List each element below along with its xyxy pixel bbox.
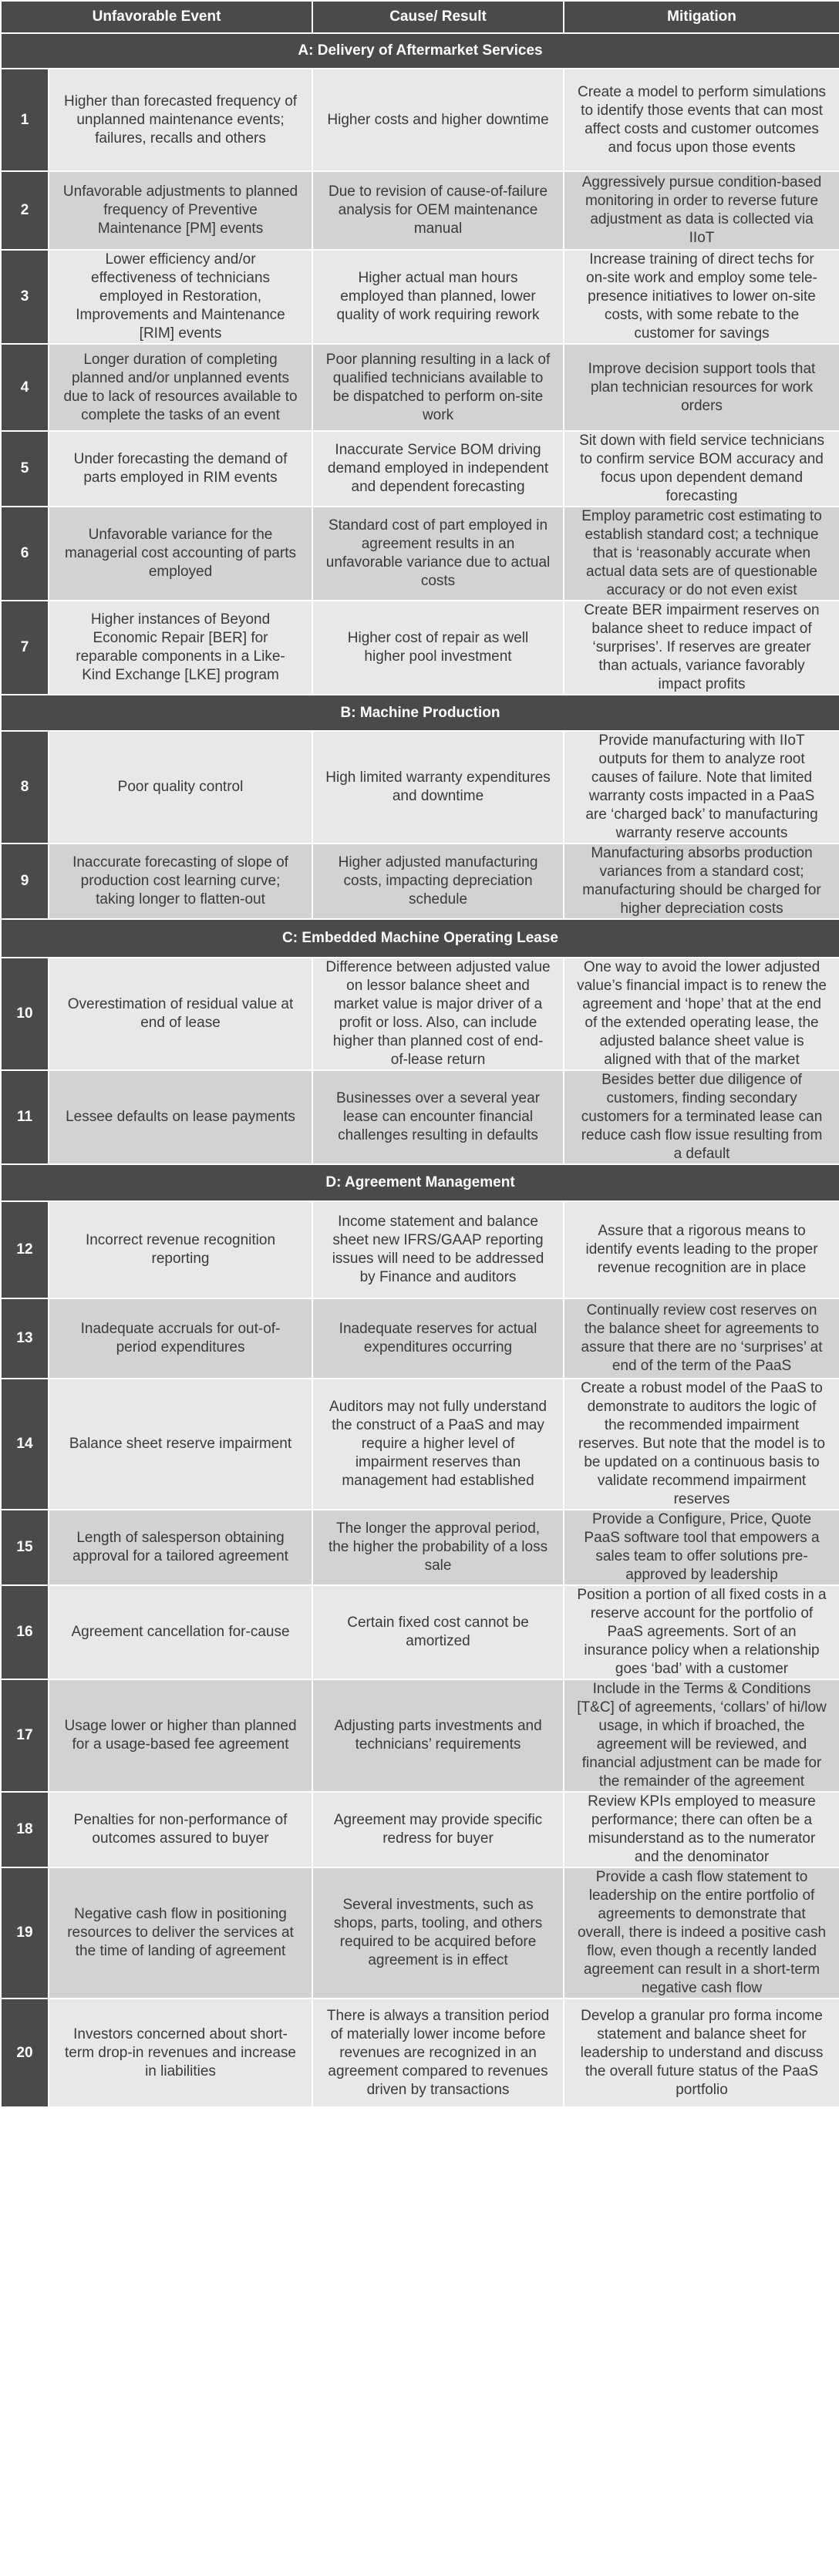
mitigation-cell: Provide a cash flow statement to leadership on the entire portfolio of agreements to demonstrate that overall, there is indeed a positive cash flow, even though a recently landed agreement can result in a short-term negative cash flow [564,1867,839,1999]
cause-result-cell: Auditors may not fully understand the construct of a PaaS and may require a higher level of impairment reserves than management had established [312,1379,564,1510]
row-number: 14 [1,1379,49,1510]
cause-result-cell: Agreement may provide specific redress for buyer [312,1792,564,1867]
cause-result-cell: Higher adjusted manufacturing costs, impacting depreciation schedule [312,844,564,919]
section-title: D: Agreement Management [1,1164,839,1201]
unfavorable-event-cell: Investors concerned about short-term drop-in revenues and increase in liabilities [49,1999,312,2107]
cause-result-cell: Income statement and balance sheet new IFRS/GAAP reporting issues will need to be addressed by Finance and auditors [312,1201,564,1298]
cause-result-cell: Inaccurate Service BOM driving demand employed in independent and dependent forecasting [312,431,564,507]
unfavorable-event-cell: Unfavorable variance for the managerial cost accounting of parts employed [49,507,312,601]
mitigation-cell: Create a model to perform simulations to identify those events that can most affect costs and customer outcomes and focus upon those events [564,69,839,171]
unfavorable-event-cell: Inaccurate forecasting of slope of production cost learning curve; taking longer to flatten-out [49,844,312,919]
mitigation-cell: Create BER impairment reserves on balance sheet to reduce impact of ‘surprises’. If reserves are greater than actuals, variance favorably impact profits [564,601,839,695]
section-row [1,919,839,958]
unfavorable-event-cell: Under forecasting the demand of parts employed in RIM events [49,431,312,507]
header-mitigation: Mitigation [564,1,839,33]
table-row [1,507,839,601]
table-row [1,1510,839,1585]
header-unfavorable-event: Unfavorable Event [1,1,312,33]
mitigation-cell: Develop a granular pro forma income statement and balance sheet for leadership to understand and discuss the overall future status of the PaaS portfolio [564,1999,839,2107]
row-number: 11 [1,1070,49,1164]
mitigation-cell: Sit down with field service technicians to confirm service BOM accuracy and focus upon dependent demand forecasting [564,431,839,507]
table-row [1,1585,839,1679]
row-number: 6 [1,507,49,601]
mitigation-cell: Manufacturing absorbs production variances from a standard cost; manufacturing should be charged for higher depreciation costs [564,844,839,919]
section-row [1,1164,839,1201]
table-row [1,1379,839,1510]
cause-result-cell: Due to revision of cause-of-failure analysis for OEM maintenance manual [312,171,564,250]
unfavorable-event-cell: Penalties for non-performance of outcomes assured to buyer [49,1792,312,1867]
row-number: 12 [1,1201,49,1298]
row-number: 2 [1,171,49,250]
cause-result-cell: The longer the approval period, the higher the probability of a loss sale [312,1510,564,1585]
cause-result-cell: Higher actual man hours employed than planned, lower quality of work requiring rework [312,250,564,344]
cause-result-cell: Standard cost of part employed in agreement results in an unfavorable variance due to actual costs [312,507,564,601]
mitigation-cell: One way to avoid the lower adjusted value’s financial impact is to renew the agreement and ‘hope’ that at the end of the extended operating lease, the adjusted balance sheet value is aligned with that of the market [564,958,839,1070]
row-number: 3 [1,250,49,344]
section-title: A: Delivery of Aftermarket Services [1,33,839,69]
unfavorable-event-cell: Negative cash flow in positioning resources to deliver the services at the time of landing of agreement [49,1867,312,1999]
table-row [1,1999,839,2107]
table-row [1,731,839,844]
row-number: 15 [1,1510,49,1585]
header-row [1,1,839,33]
unfavorable-event-cell: Lower efficiency and/or effectiveness of technicians employed in Restoration, Improvements and Maintenance [RIM] events [49,250,312,344]
cause-result-cell: Inadequate reserves for actual expenditures occurring [312,1298,564,1379]
unfavorable-event-cell: Overestimation of residual value at end of lease [49,958,312,1070]
section-row [1,33,839,69]
unfavorable-event-cell: Length of salesperson obtaining approval for a tailored agreement [49,1510,312,1585]
unfavorable-event-cell: Inadequate accruals for out-of-period expenditures [49,1298,312,1379]
mitigation-cell: Increase training of direct techs for on-site work and employ some tele-presence initiatives to lower on-site costs, with some rebate to the customer for savings [564,250,839,344]
mitigation-cell: Assure that a rigorous means to identify events leading to the proper revenue recognition are in place [564,1201,839,1298]
mitigation-cell: Include in the Terms & Conditions [T&C] of agreements, ‘collars’ of hi/low usage, in which if broached, the agreement will be reviewed, and financial adjustment can be made for the remainder of the agreement [564,1679,839,1792]
table-row [1,601,839,695]
unfavorable-event-cell: Higher instances of Beyond Economic Repair [BER] for reparable components in a Like-Kind Exchange [LKE] program [49,601,312,695]
unfavorable-event-cell: Agreement cancellation for-cause [49,1585,312,1679]
unfavorable-event-cell: Lessee defaults on lease payments [49,1070,312,1164]
mitigation-cell: Improve decision support tools that plan technician resources for work orders [564,344,839,431]
mitigation-cell: Besides better due diligence of customers, finding secondary customers for a terminated lease can reduce cash flow issue resulting from a default [564,1070,839,1164]
table-row [1,844,839,919]
table-row [1,1298,839,1379]
cause-result-cell: High limited warranty expenditures and downtime [312,731,564,844]
section-row [1,695,839,731]
unfavorable-event-cell: Usage lower or higher than planned for a usage-based fee agreement [49,1679,312,1792]
row-number: 7 [1,601,49,695]
table-row [1,431,839,507]
table-row [1,1201,839,1298]
cause-result-cell: Adjusting parts investments and technicians’ requirements [312,1679,564,1792]
row-number: 5 [1,431,49,507]
row-number: 4 [1,344,49,431]
row-number: 18 [1,1792,49,1867]
cause-result-cell: Difference between adjusted value on lessor balance sheet and market value is major driver of a profit or loss. Also, can include higher than planned cost of end-of-lease return [312,958,564,1070]
section-title: B: Machine Production [1,695,839,731]
table-row [1,1867,839,1999]
unfavorable-event-cell: Poor quality control [49,731,312,844]
mitigation-cell: Employ parametric cost estimating to establish standard cost; a technique that is ‘reasonably accurate when actual data sets are of questionable accuracy or do not even exist [564,507,839,601]
table-row [1,958,839,1070]
row-number: 16 [1,1585,49,1679]
cause-result-cell: There is always a transition period of materially lower income before revenues are recognized in an agreement compared to revenues driven by transactions [312,1999,564,2107]
cause-result-cell: Certain fixed cost cannot be amortized [312,1585,564,1679]
mitigation-cell: Provide a Configure, Price, Quote PaaS software tool that empowers a sales team to offer solutions pre-approved by leadership [564,1510,839,1585]
row-number: 9 [1,844,49,919]
cause-result-cell: Several investments, such as shops, parts, tooling, and others required to be acquired before agreement is in effect [312,1867,564,1999]
unfavorable-event-cell: Unfavorable adjustments to planned frequency of Preventive Maintenance [PM] events [49,171,312,250]
cause-result-cell: Higher costs and higher downtime [312,69,564,171]
mitigation-cell: Continually review cost reserves on the balance sheet for agreements to assure that there are no ‘surprises’ at end of the term of the PaaS [564,1298,839,1379]
row-number: 1 [1,69,49,171]
mitigation-cell: Review KPIs employed to measure performance; there can often be a misunderstand as to the numerator and the denominator [564,1792,839,1867]
row-number: 19 [1,1867,49,1999]
section-title: C: Embedded Machine Operating Lease [1,919,839,958]
table-row [1,1679,839,1792]
table-row [1,250,839,344]
row-number: 20 [1,1999,49,2107]
table-row [1,69,839,171]
cause-result-cell: Poor planning resulting in a lack of qualified technicians available to be dispatched to perform on-site work [312,344,564,431]
unfavorable-event-cell: Longer duration of completing planned and/or unplanned events due to lack of resources available to complete the tasks of an event [49,344,312,431]
unfavorable-event-cell: Higher than forecasted frequency of unplanned maintenance events; failures, recalls and others [49,69,312,171]
row-number: 13 [1,1298,49,1379]
row-number: 17 [1,1679,49,1792]
mitigation-cell: Position a portion of all fixed costs in a reserve account for the portfolio of PaaS agreements. Sort of an insurance policy when a relationship goes ‘bad’ with a customer [564,1585,839,1679]
table-row [1,344,839,431]
table-row [1,1070,839,1164]
mitigation-cell: Aggressively pursue condition-based monitoring in order to reverse future adjustment as data is collected via IIoT [564,171,839,250]
cause-result-cell: Businesses over a several year lease can encounter financial challenges resulting in defaults [312,1070,564,1164]
header-cause-result: Cause/ Result [312,1,564,33]
row-number: 10 [1,958,49,1070]
unfavorable-event-cell: Incorrect revenue recognition reporting [49,1201,312,1298]
unfavorable-event-cell: Balance sheet reserve impairment [49,1379,312,1510]
row-number: 8 [1,731,49,844]
cause-result-cell: Higher cost of repair as well higher pool investment [312,601,564,695]
mitigation-cell: Create a robust model of the PaaS to demonstrate to auditors the logic of the recommended impairment reserves. But note that the model is to be updated on a continuous basis to validate recommend impairment reserves [564,1379,839,1510]
table-row [1,1792,839,1867]
table-row [1,171,839,250]
mitigation-cell: Provide manufacturing with IIoT outputs for them to analyze root causes of failure. Note that limited warranty costs impacted in a PaaS are ‘charged back’ to manufacturing warranty reserve accounts [564,731,839,844]
